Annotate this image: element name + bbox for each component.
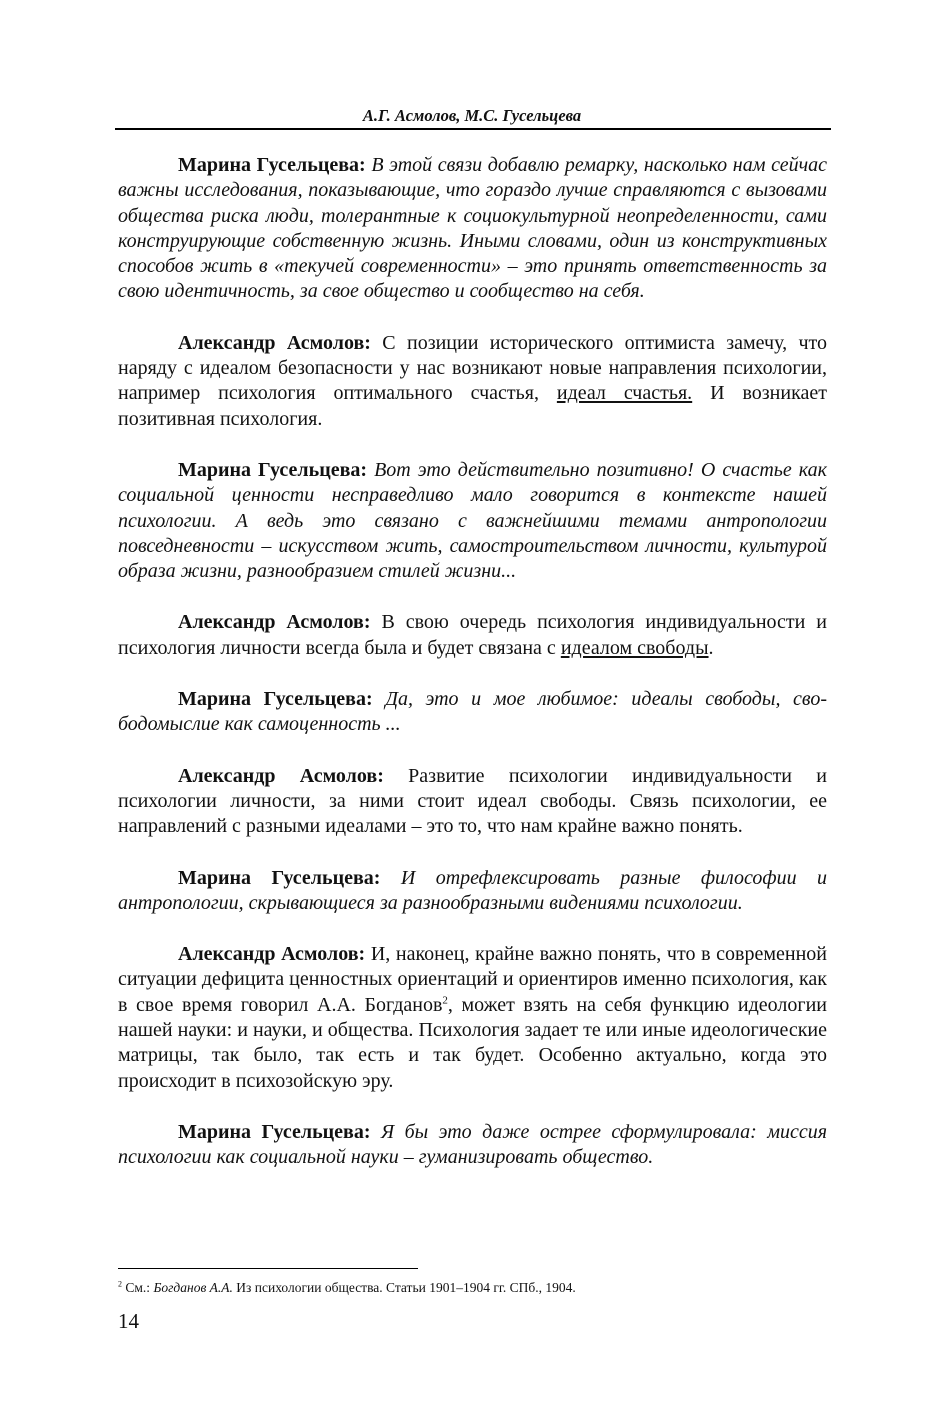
speaker-name: Марина Гусельцева: [178, 866, 381, 889]
speaker-name: Александр Асмолов: [178, 764, 384, 787]
footnote-text: Из психологии общества. Статьи 1901–1904 гг. СПб., 1904. [232, 1280, 576, 1295]
paragraph-text: . [708, 636, 714, 659]
speaker-name: Марина Гусельцева: [178, 458, 368, 481]
footnote-divider [118, 1268, 418, 1269]
paragraph-text: Я бы это даже острее сформулировала: миссия психологии как социальной науки – гуманизировать общество. [118, 1120, 828, 1169]
paragraph-text: И отрефлексировать разные философии и антропологии, скрывающиеся за разнообразными видениями психологии. [118, 866, 828, 914]
paragraph-4 [118, 610, 827, 661]
paragraph-9 [118, 1120, 827, 1171]
paragraph-text: Развитие психологии индивидуальности и психологии личности, за ними стоит идеал свободы. Связь психологии, ее направлений с разными идеалами – это то, что нам крайне важно понять. [118, 764, 828, 838]
speaker-name: Марина Гусельцева: [178, 154, 366, 176]
paragraph-1 [118, 153, 827, 305]
speaker-name: Марина Гусельцева: [178, 688, 373, 711]
paragraph-2 [118, 331, 827, 432]
underlined-phrase: идеал счастья. [556, 382, 693, 405]
speaker-name: Марина Гусельцева: [178, 1120, 371, 1143]
running-header: А.Г. Асмолов, М.С. Гусельцева [362, 106, 582, 125]
paragraph-text: С позиции исторического оптимиста замечу, что наряду с идеалом безопасности у нас возникают новые направления психологии, например психология оптимального счастья, [118, 331, 827, 405]
speaker-name: Александр Асмолов: [178, 331, 371, 354]
footnote-prefix: См.: [122, 1280, 154, 1295]
paragraph-text: Вот это действительно позитивно! О счастье как социальной ценности несправедливо мало говорится в контексте нашей психологии. А ведь это связано с важнейшими темами антропологии повседневности – искусством жить, самостроительством личности, культурой образа жизни, разнообразием стилей жизни... [118, 458, 827, 583]
dialogue-body [118, 153, 827, 1197]
paragraph-text: В этой связи добавлю ремарку, насколько нам сейчас важны исследования, показывающие, что гораздо лучше справляются с вызовами общества риска люди, толерантные к социокультурной неопределенности, сами конструирующие собственную жизнь. Иными словами, один из конструктивных способов жить в «текучей современности» – это принять ответственность за свою идентичность, за свое общество и сообщество на себя. [118, 154, 827, 303]
page-number: 14 [118, 1309, 139, 1333]
paragraph-7 [118, 866, 827, 917]
footnote-reference[interactable]: 2 [442, 994, 448, 1007]
header-divider [115, 128, 831, 130]
speaker-name: Александр Асмолов: [178, 943, 366, 966]
speaker-name: Александр Асмолов: [178, 611, 371, 634]
footnote-author: Богданов А.А. [153, 1280, 233, 1295]
paragraph-6 [118, 764, 827, 840]
footnote [118, 1279, 827, 1297]
underlined-phrase: идеалом свободы [560, 636, 709, 659]
paragraph-text: В свою очередь психология индивидуальности и психология личности всегда была и будет связана с [118, 611, 828, 659]
paragraph-8 [118, 942, 827, 1094]
paragraph-text: И возникает позитивная психология. [118, 382, 827, 430]
paragraph-5 [118, 687, 827, 738]
paragraph-3 [118, 458, 827, 584]
footnote-marker: 2 [118, 1279, 122, 1289]
paragraph-text: , может взять на себя функцию идеологии нашей науки: и науки, и общества. Психология задает те или иные идеологические матрицы, так было, так есть и так будет. Особенно актуально, когда это происходит в психозойскую эру. [118, 993, 828, 1092]
paragraph-text: И, наконец, крайне важно понять, что в современной ситуации дефицита ценностных ориентаций и ориентиров именно психология, как в свое время говорил А.А. Богданов [118, 943, 827, 1016]
paragraph-text: Да, это и мое любимое: идеалы свободы, свободомыслие как самоценность ... [118, 688, 828, 736]
